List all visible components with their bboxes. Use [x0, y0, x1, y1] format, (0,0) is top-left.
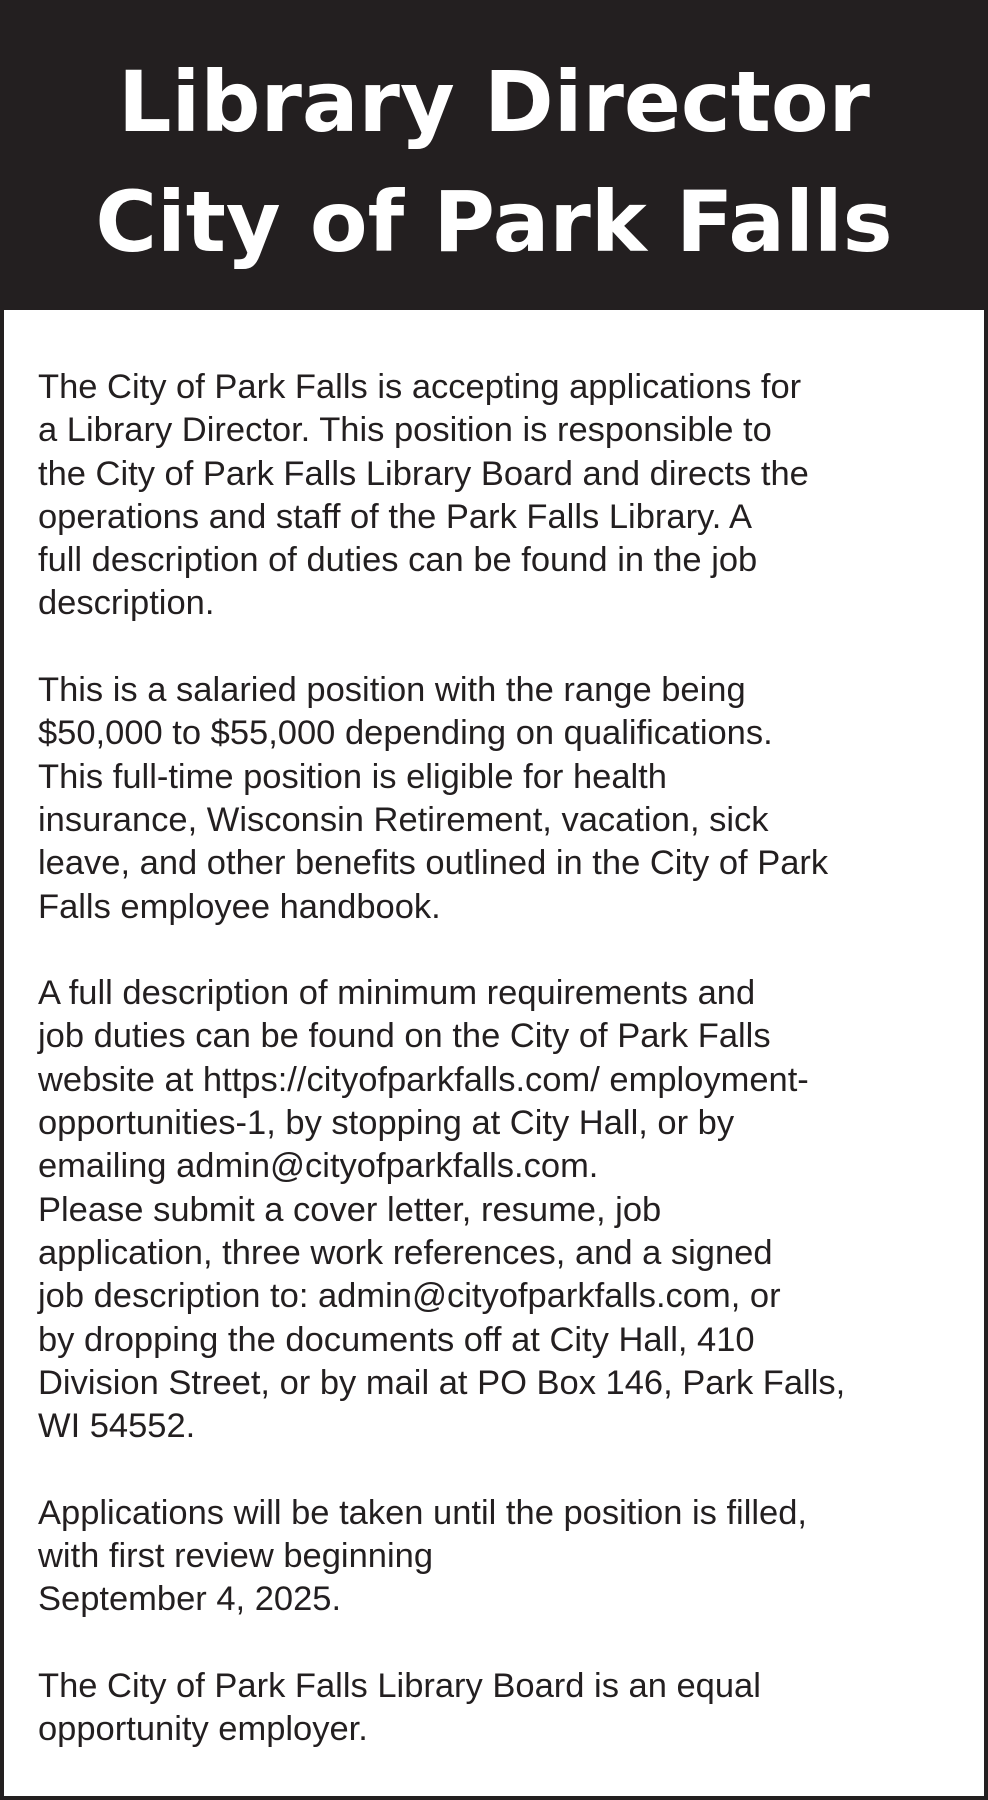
paragraph-eoe — [38, 1665, 968, 1752]
ad-title-line-2: City of Park Falls — [95, 173, 893, 271]
text-line: Please submit a cover letter, resume, job — [38, 1190, 662, 1229]
ad-header — [4, 4, 984, 310]
text-line: job description to: admin@cityofparkfalls.com, or — [38, 1277, 781, 1316]
text-line: A full description of minimum requirements and — [38, 974, 756, 1013]
paragraph-deadline — [38, 1492, 968, 1622]
paragraph-gap — [38, 1622, 968, 1665]
text-line: full description of duties can be found in the job — [38, 541, 758, 580]
text-line: $50,000 to $55,000 depending on qualifications. — [38, 714, 773, 753]
paragraph-gap — [38, 626, 968, 669]
text-line: insurance, Wisconsin Retirement, vacation, sick — [38, 800, 769, 839]
text-line: September 4, 2025. — [38, 1580, 342, 1619]
text-line: emailing admin@cityofparkfalls.com. — [38, 1147, 599, 1186]
paragraph-gap — [38, 929, 968, 972]
text-line: the City of Park Falls Library Board and directs the — [38, 454, 809, 493]
text-line: opportunity employer. — [38, 1710, 368, 1749]
text-line: leave, and other benefits outlined in the City of Park — [38, 844, 829, 883]
text-line: opportunities-1, by stopping at City Hall, or by — [38, 1104, 735, 1143]
text-line: application, three work references, and a signed — [38, 1233, 773, 1272]
text-line: website at https://cityofparkfalls.com/ employment- — [38, 1060, 809, 1099]
text-line: This full-time position is eligible for health — [38, 757, 667, 796]
ad-body — [38, 366, 968, 1752]
text-line: with first review beginning — [38, 1537, 434, 1576]
text-line: a Library Director. This position is responsible to — [38, 411, 772, 450]
text-line: Division Street, or by mail at PO Box 146, Park Falls, — [38, 1363, 846, 1402]
text-line: The City of Park Falls Library Board is an equal — [38, 1666, 761, 1705]
text-line: operations and staff of the Park Falls Library. A — [38, 497, 753, 536]
text-line: Applications will be taken until the position is filled, — [38, 1493, 808, 1532]
paragraph-salary — [38, 669, 968, 929]
text-line: description. — [38, 584, 215, 623]
text-line: This is a salaried position with the range being — [38, 671, 746, 710]
paragraph-requirements — [38, 972, 968, 1448]
paragraph-gap — [38, 1448, 968, 1491]
text-line: WI 54552. — [38, 1407, 196, 1446]
text-line: job duties can be found on the City of Park Falls — [38, 1017, 771, 1056]
text-line: The City of Park Falls is accepting applications for — [38, 368, 802, 406]
paragraph-intro — [38, 366, 968, 626]
ad-title-line-1: Library Director — [118, 53, 870, 151]
text-line: by dropping the documents off at City Hall, 410 — [38, 1320, 755, 1359]
text-line: Falls employee handbook. — [38, 887, 441, 926]
